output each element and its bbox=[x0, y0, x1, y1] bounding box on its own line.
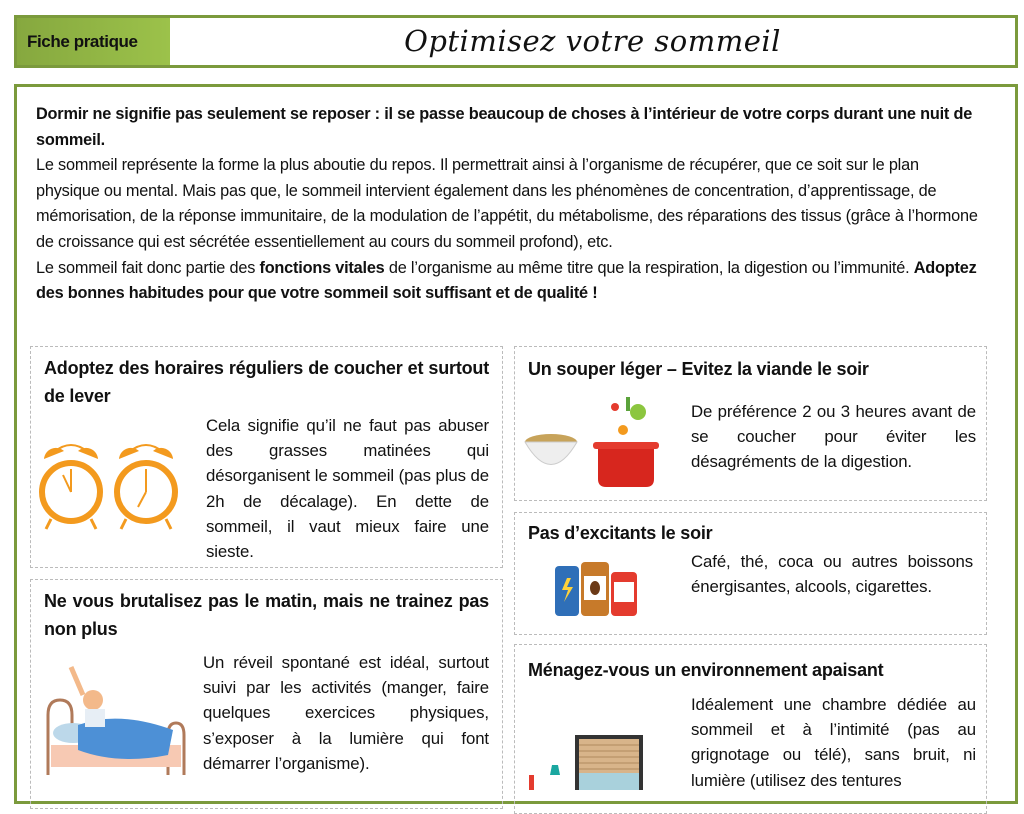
card-text: De préférence 2 ou 3 heures avant de se coucher pour éviter les désagréments de la digestion. bbox=[691, 402, 976, 472]
page-title: Optimisez votre sommeil bbox=[404, 24, 781, 58]
intro-paragraph-2 bbox=[36, 256, 986, 307]
card-no-stimulants bbox=[514, 512, 987, 635]
drinks-icon bbox=[553, 558, 643, 620]
card-title: Ménagez-vous un environnement apaisant bbox=[528, 660, 884, 680]
card-text: Café, thé, coca ou autres boissons énergisantes, alcools, cigarettes. bbox=[691, 552, 973, 597]
card-title: Pas d’excitants le soir bbox=[528, 523, 713, 543]
emphasis: Adoptez des bonnes habitudes pour que votre sommeil soit suffisant et de qualité ! bbox=[36, 258, 977, 303]
bedroom-window-icon bbox=[525, 730, 675, 790]
card-title: Adoptez des horaires réguliers de coucher et surtout de lever bbox=[44, 358, 489, 406]
text: Le sommeil fait donc partie des bbox=[36, 258, 260, 277]
card-morning bbox=[30, 579, 503, 809]
card-regular-hours bbox=[30, 346, 503, 568]
card-text: Cela signifie qu’il ne faut pas abuser des grasses matinées qui désorganisent le sommeil (pas plus de 2h de décalage). En dette de sommeil, il vaut mieux faire une sieste. bbox=[206, 416, 489, 562]
intro-section bbox=[36, 102, 986, 307]
intro-lead: Dormir ne signifie pas seulement se reposer : il se passe beaucoup de choses à l’intérieur de votre corps durant une nuit de sommeil. bbox=[36, 105, 973, 149]
waking-person-in-bed-icon bbox=[43, 665, 188, 780]
intro-paragraph-1: Le sommeil représente la forme la plus aboutie du repos. Il permettrait ainsi à l’organisme de récupérer, que ce soit sur le plan physique ou mental. Mais pas que, le sommeil intervient également dans les phénomènes de concentration, d’apprentissage, de mémorisation, de la réponse immunitaire, de la modulation de l’appétit, du métabolisme, des réparations des tissus (grâce à l’hormone de croissance qui est sécrétée essentiellement au cours du sommeil profond), etc. bbox=[36, 156, 978, 251]
card-text: Un réveil spontané est idéal, surtout suivi par les activités (manger, faire quelques exercices physiques, s’exposer à la lumière qui font démarrer l’organisme). bbox=[203, 653, 489, 773]
alarm-clocks-icon bbox=[36, 437, 186, 537]
card-title: Ne vous brutalisez pas le matin, mais ne trainez pas non plus bbox=[44, 591, 489, 639]
card-calm-environment bbox=[514, 644, 987, 814]
header-banner bbox=[14, 15, 1018, 68]
soup-and-pot-icon bbox=[523, 392, 673, 492]
sheet-type-label: Fiche pratique bbox=[17, 18, 170, 65]
card-title: Un souper léger – Evitez la viande le soir bbox=[528, 359, 869, 379]
emphasis: fonctions vitales bbox=[259, 258, 385, 277]
card-light-dinner bbox=[514, 346, 987, 501]
card-text: Idéalement une chambre dédiée au sommeil et à l’intimité (pas au grignotage ou télé), sans bruit, ni lumière (utilisez des tentures bbox=[691, 695, 976, 790]
text: de l’organisme au même titre que la respiration, la digestion ou l’immunité. bbox=[384, 258, 914, 277]
